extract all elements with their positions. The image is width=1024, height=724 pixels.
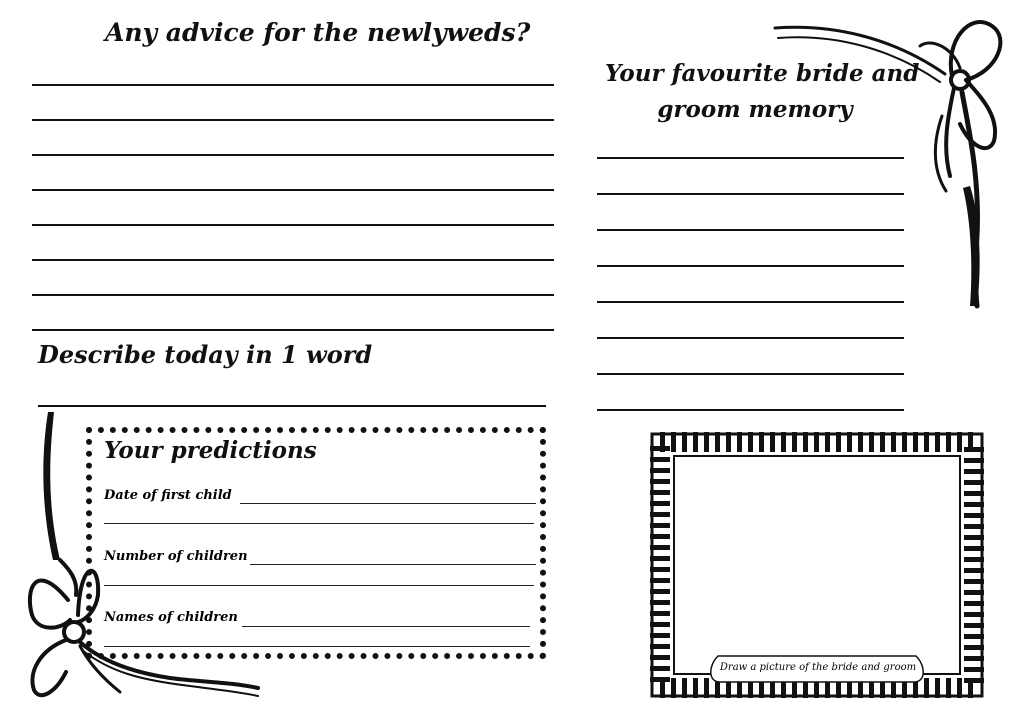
writing-line[interactable] <box>32 329 554 331</box>
describe-answer-line[interactable] <box>38 405 546 407</box>
writing-line[interactable] <box>597 409 904 411</box>
writing-line[interactable] <box>597 337 904 339</box>
names-of-children-line[interactable] <box>242 626 530 627</box>
ribbon-bow-icon <box>770 16 1010 311</box>
writing-line[interactable] <box>32 154 554 156</box>
writing-line[interactable] <box>32 84 554 86</box>
number-of-children-label: Number of children <box>104 549 248 564</box>
date-of-first-child-label: Date of first child <box>104 488 232 503</box>
writing-line[interactable] <box>32 119 554 121</box>
writing-line[interactable] <box>597 373 904 375</box>
writing-line[interactable] <box>32 259 554 261</box>
predictions-title: Your predictions <box>104 437 317 464</box>
frame-caption: Draw a picture of the bride and groom <box>719 662 917 673</box>
ribbon-bow-icon <box>20 410 265 705</box>
names-of-children-label: Names of children <box>104 610 238 625</box>
writing-line[interactable] <box>32 294 554 296</box>
drawing-area <box>682 464 952 666</box>
describe-title: Describe today in 1 word <box>38 340 373 369</box>
date-of-first-child-line[interactable] <box>240 503 536 504</box>
writing-line[interactable] <box>32 189 554 191</box>
advice-title: Any advice for the newlyweds? <box>105 18 531 47</box>
writing-line[interactable] <box>32 224 554 226</box>
number-of-children-line[interactable] <box>250 564 536 565</box>
memory-title-line2: groom memory <box>657 96 853 123</box>
memory-title-line1: Your favourite bride and <box>605 60 920 87</box>
